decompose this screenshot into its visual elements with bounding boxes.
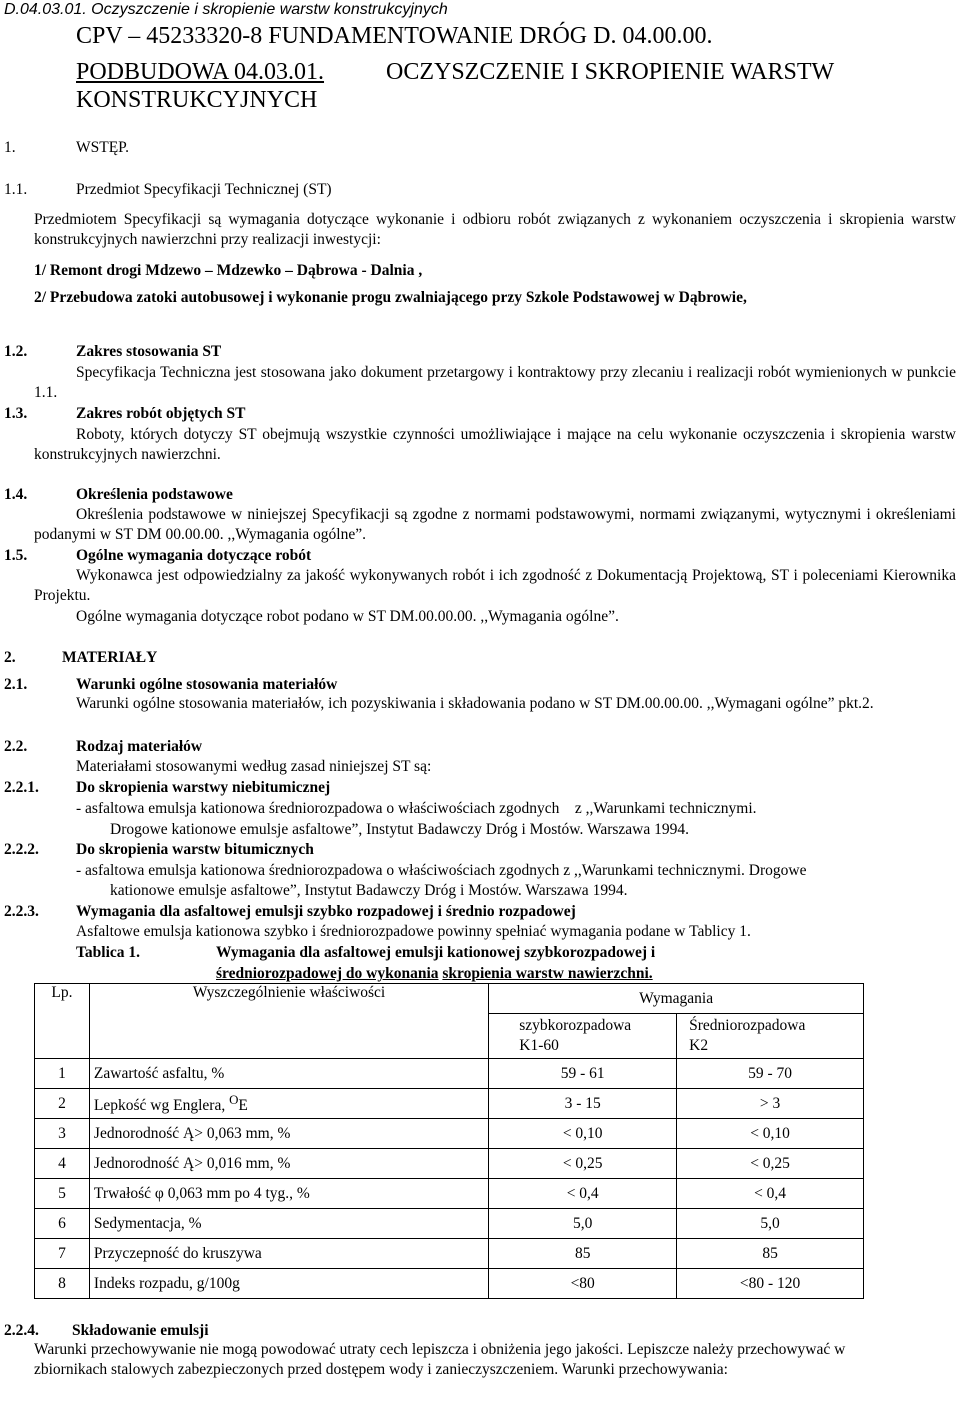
paragraph-2-2-3: Asfaltowe emulsja kationowa szybko i średniorozpadowe powinny spełniać wymagania podane w Tablicy 1. — [76, 923, 751, 940]
row-property: Jednorodność Ą> 0,063 mm, % — [89, 1119, 488, 1149]
row-lp: 8 — [35, 1269, 90, 1299]
heading-2-1-title: Warunki ogólne stosowania materiałów — [76, 676, 338, 693]
bullet-2-2-2-line1: - asfaltowa emulsja kationowa średniorozpadowa o właściwościach zgodnych z ,,Warunkami technicznymi. Drogowe — [76, 862, 807, 879]
heading-2-title: MATERIAŁY — [62, 649, 158, 666]
heading-1-5-title: Ogólne wymagania dotyczące robót — [76, 547, 312, 564]
row-lp: 3 — [35, 1119, 90, 1149]
heading-1-2-title: Zakres stosowania ST — [76, 343, 222, 360]
paragraph-1-4: Określenia podstawowe w niniejszej Specyfikacji są zgodne z normami podstawowymi, normami związanymi, wytycznymi i określeniami podanymi w ST DM 00.00.00. ,,Wymagania ogólne”. — [34, 506, 956, 543]
section-title-line1: OCZYSZCZENIE I SKROPIENIE WARSTW — [386, 59, 835, 85]
heading-2-2-3-title: Wymagania dla asfaltowej emulsji szybko rozpadowej i średnio rozpadowej — [76, 903, 576, 920]
heading-1-2-num: 1.2. — [4, 343, 28, 360]
row-k2-value: 5,0 — [677, 1209, 864, 1239]
bullet-2-2-1-line1: - asfaltowa emulsja kationowa średniorozpadowa o właściwościach zgodnych z ,,Warunkami technicznymi. — [76, 800, 757, 817]
row-property: Przyczepność do kruszywa — [89, 1239, 488, 1269]
heading-1-1-title: Przedmiot Specyfikacji Technicznej (ST) — [76, 181, 332, 198]
row-lp: 7 — [35, 1239, 90, 1269]
heading-2-2-3-num: 2.2.3. — [4, 903, 39, 920]
paragraph-1-3: Roboty, których dotyczy ST obejmują wszystkie czynności umożliwiające i mające na celu wykonanie oczyszczenia i skropienia warstw konstrukcyjnych nawierzchni. — [34, 426, 956, 463]
requirements-table — [34, 983, 864, 1299]
table-row — [35, 1119, 864, 1149]
row-lp: 5 — [35, 1179, 90, 1209]
investment-item-2: 2/ Przebudowa zatoki autobusowej i wykonanie progu zwalniającego przy Szkole Podstawowej w Dąbrowie, — [34, 289, 747, 306]
row-k2-value: > 3 — [677, 1089, 864, 1119]
heading-2-2-1-title: Do skropienia warstwy niebitumicznej — [76, 779, 331, 796]
table-caption-underlined-2: skropienia warstw nawierzchni. — [442, 965, 653, 982]
heading-2-2-title: Rodzaj materiałów — [76, 738, 203, 755]
heading-2-2-2-title: Do skropienia warstw bitumicznych — [76, 841, 314, 858]
row-property: Sedymentacja, % — [89, 1209, 488, 1239]
row-property-unit: E — [238, 1097, 248, 1115]
heading-1-1-num: 1.1. — [4, 181, 28, 198]
col-k1-name: szybkorozpadowa — [519, 1017, 632, 1034]
heading-2-2-num: 2.2. — [4, 738, 28, 755]
heading-1-3-num: 1.3. — [4, 405, 28, 422]
paragraph-2-2-4: Warunki przechowywanie nie mogą powodować utraty cech lepiszcza i obniżenia jego jakości. Lepiszcze należy przechowywać w zbiornikach stalowych zabezpieczonych przed dostępem wody i zanieczyszczeniem. Warunki przechowywania: — [34, 1341, 846, 1378]
table-row — [35, 1179, 864, 1209]
running-title: D.04.03.01. Oczyszczenie i skropienie warstw konstrukcyjnych — [4, 1, 448, 18]
cpv-line: CPV – 45233320-8 FUNDAMENTOWANIE DRÓG D. 04.00.00. — [76, 23, 713, 49]
row-property: Trwałość φ 0,063 mm po 4 tyg., % — [89, 1179, 488, 1209]
row-k1-value: 59 - 61 — [489, 1059, 677, 1089]
heading-1-3-title: Zakres robót objętych ST — [76, 405, 246, 422]
heading-2-2-1-num: 2.2.1. — [4, 779, 39, 796]
row-k1-value: 3 - 15 — [489, 1089, 677, 1119]
row-property: Jednorodność Ą> 0,016 mm, % — [89, 1149, 488, 1179]
table-row — [35, 1149, 864, 1179]
row-k1-value: 85 — [489, 1239, 677, 1269]
col-k2-name: Średniorozpadowa — [689, 1017, 806, 1034]
heading-2-num: 2. — [4, 649, 16, 666]
section-title-line2: KONSTRUKCYJNYCH — [76, 87, 318, 113]
row-k2-value: 59 - 70 — [677, 1059, 864, 1089]
row-k2-value: < 0,25 — [677, 1149, 864, 1179]
paragraph-1-5-b: Ogólne wymagania dotyczące robot podano w ST DM.00.00.00. ,,Wymagania ogólne”. — [76, 608, 619, 625]
section-code: PODBUDOWA 04.03.01. — [76, 59, 325, 85]
heading-2-2-4-title: Składowanie emulsji — [72, 1322, 209, 1339]
row-k1-value: < 0,10 — [489, 1119, 677, 1149]
heading-1-4-num: 1.4. — [4, 486, 28, 503]
paragraph-1-1: Przedmiotem Specyfikacji są wymagania dotyczące wykonanie i odbioru robót związanych z wykonaniem oczyszczenia i skropienia warstw konstrukcyjnych nawierzchni przy realizacji inwestycji: — [34, 211, 956, 248]
heading-1-5-num: 1.5. — [4, 547, 28, 564]
col-k1-code: K1-60 — [519, 1037, 559, 1054]
paragraph-2-1: Warunki ogólne stosowania materiałów, ich pozyskiwania i składowania podano w ST DM.00.00.00. ,,Wymagani ogólne” pkt.2. — [76, 695, 874, 712]
heading-1-4-title: Określenia podstawowe — [76, 486, 233, 503]
paragraph-2-2: Materiałami stosowanymi według zasad niniejszej ST są: — [76, 758, 432, 775]
row-k2-value: 85 — [677, 1239, 864, 1269]
row-k1-value: 5,0 — [489, 1209, 677, 1239]
heading-1-num: 1. — [4, 139, 16, 156]
col-k1-header — [489, 1014, 677, 1059]
table-caption-line2 — [216, 964, 653, 984]
row-k2-value: < 0,4 — [677, 1179, 864, 1209]
heading-2-2-2-num: 2.2.2. — [4, 841, 39, 858]
table-caption-line1: Wymagania dla asfaltowej emulsji kationowej szybkorozpadowej i — [216, 944, 656, 961]
row-property: Zawartość asfaltu, % — [89, 1059, 488, 1089]
row-k1-value: <80 — [489, 1269, 677, 1299]
row-lp: 6 — [35, 1209, 90, 1239]
row-k1-value: < 0,4 — [489, 1179, 677, 1209]
table-row — [35, 1209, 864, 1239]
table-row — [35, 1269, 864, 1299]
row-lp: 4 — [35, 1149, 90, 1179]
row-lp: 2 — [35, 1089, 90, 1119]
bullet-2-2-2-line2: kationowe emulsje asfaltowe”, Instytut Badawczy Dróg i Mostów. Warszawa 1994. — [110, 882, 628, 899]
row-k2-value: < 0,10 — [677, 1119, 864, 1149]
row-property — [89, 1089, 488, 1119]
table-row — [35, 1089, 864, 1119]
col-requirements-header: Wymagania — [489, 984, 864, 1014]
col-lp-header: Lp. — [35, 984, 90, 1059]
bullet-2-2-1-line2: Drogowe kationowe emulsje asfaltowe”, Instytut Badawczy Dróg i Mostów. Warszawa 1994. — [110, 821, 689, 838]
table-row — [35, 1059, 864, 1089]
paragraph-1-5: Wykonawca jest odpowiedzialny za jakość wykonywanych robót i ich zgodność z Dokumentacją Projektową, ST i poleceniami Kierownika Projektu. — [34, 567, 956, 604]
row-k2-value: <80 - 120 — [677, 1269, 864, 1299]
heading-2-1-num: 2.1. — [4, 676, 28, 693]
row-property: Indeks rozpadu, g/100g — [89, 1269, 488, 1299]
heading-1-title: WSTĘP. — [76, 139, 129, 156]
investment-item-1: 1/ Remont drogi Mdzewo – Mdzewko – Dąbrowa - Dalnia , — [34, 262, 423, 279]
col-k2-header — [677, 1014, 864, 1059]
row-property-sup: O — [229, 1091, 239, 1107]
row-property-text: Lepkość wg Englera, — [93, 1097, 230, 1115]
table-row — [35, 1239, 864, 1269]
row-k1-value: < 0,25 — [489, 1149, 677, 1179]
paragraph-1-2: Specyfikacja Techniczna jest stosowana jako dokument przetargowy i kontraktowy przy zlecaniu i realizacji robót wymienionych w punkcie 1.1. — [34, 364, 956, 401]
table-label: Tablica 1. — [76, 944, 141, 961]
col-property-header: Wyszczególnienie właściwości — [89, 984, 488, 1059]
row-lp: 1 — [35, 1059, 90, 1089]
col-k2-code: K2 — [689, 1037, 709, 1054]
table-header-row — [35, 984, 864, 1014]
table-caption-underlined: średniorozpadowej do wykonania — [216, 965, 439, 982]
heading-2-2-4-num: 2.2.4. — [4, 1322, 39, 1339]
